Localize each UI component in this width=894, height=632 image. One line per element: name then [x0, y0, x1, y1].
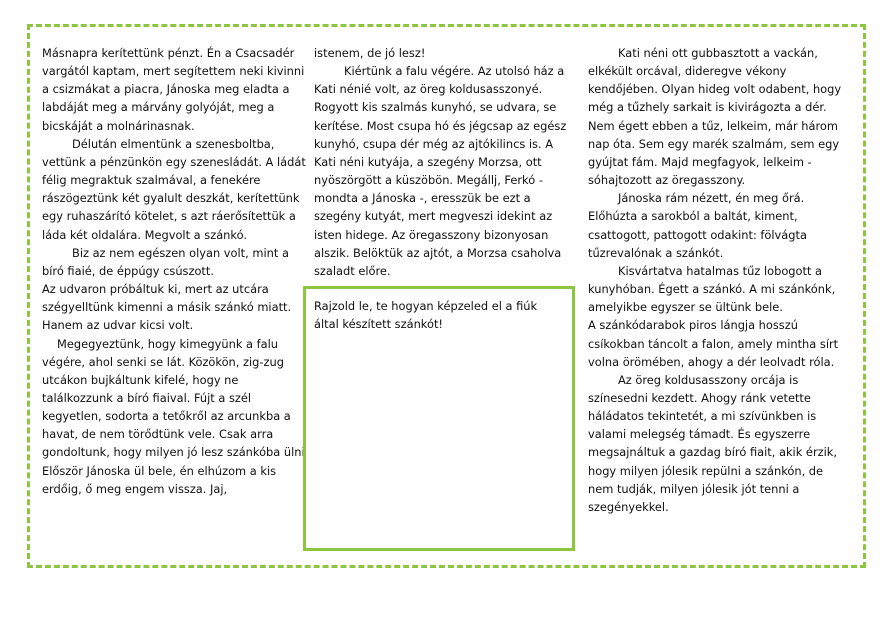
- paragraph: Kiértünk a falu végére. Az utolsó ház a Kati nénié volt, az öreg koldusasszonyé. Rogyott kis szalmás kunyhó, se udvara, se kerítése. Most csupa hó és jégcsap az egész kunyhó, csupa dér még az ajtókilincs is. A Kati néni kutyája, a szegény Morzsa, ott nyöszörgött a küszöbön. Megállj, Ferkó - mondta a Jánoska -, eresszük be ezt a szegény kutyát, mert megveszi idekint az isten hidege. Az öregasszony bizonyosan alszik. Belöktük az ajtót, a Morzsa csaholva szaladt előre.: [314, 64, 567, 278]
- paragraph: Kati néni ott gubbasztott a vackán, elkékült orcával, dideregve vékony kendőjében. Olyan hideg volt odabent, hogy még a tűzhely sarkait is kivirágozta a dér. Nem égett ebben a tűz, lelkeim, már három nap óta. Sem egy marék szalmám, sem egy gyújtat fám. Majd megfagyok, lelkeim - sóhajtozott az öregasszony.: [588, 46, 842, 188]
- drawing-task-instruction: Rajzold le, te hogyan képzeled el a fiúk által készített szánkót!: [314, 299, 538, 332]
- paragraph: Délután elmentünk a szenesboltba, vettünk a pénzünkön egy szenesládát. A ládát félig megraktuk szalmával, a fenekére rászögeztünk két gyalult deszkát, kerítettünk egy ruhaszárító kötelet, s azt ráerősítettük a láda két oldalára. Megvolt a szánkó.: [42, 136, 306, 242]
- text-column-middle: [314, 44, 576, 280]
- drawing-task-box[interactable]: [303, 286, 575, 551]
- text-column-left: [42, 44, 307, 498]
- paragraph: istenem, de jó lesz!: [314, 46, 426, 60]
- paragraph: Megegyeztünk, hogy kimegyünk a falu végére, ahol senki se lát. Közökön, zig-zug utcákon bujkáltunk kifelé, hogy ne találkozzunk a bíró fiaival. Fújt a szél kegyetlen, sodorta a tetőkről az arcunkba a havat, de nem törődtünk vele. Csak arra gondoltunk, hogy milyen jó lesz szánkóba ülni Először Jánoska ül bele, én elhúzom a kis erdőig, ő meg engem vissza. Jaj,: [42, 336, 305, 496]
- paragraph: Kisvártatva hatalmas tűz lobogott a kunyhóban. Égett a szánkó. A mi szánkónk, amelyikbe egyszer se ültünk bele.: [588, 263, 836, 315]
- paragraph: Biz az nem egészen olyan volt, mint a bíró fiaié, de éppúgy csúszott.: [42, 245, 289, 278]
- paragraph: Jánoska rám nézett, én meg őrá. Előhúzta a sarokból a baltát, kiment, csattogott, pattogott odakint: fölvágta tűzrevalónak a szánkót.: [588, 191, 807, 260]
- paragraph: Az udvaron próbáltuk ki, mert az utcára szégyelltünk kimenni a másik szánkó miatt. Hanem az udvar kicsi volt.: [42, 282, 292, 333]
- paragraph: A szánkódarabok piros lángja hosszú csíkokban táncolt a falon, amely mintha sírt volna örömében, ahogy a dér leolvadt róla.: [588, 318, 839, 369]
- paragraph: Az öreg koldusasszony orcája is színesedni kezdett. Ahogy ránk vetette háládatos tekintetét, a mi szívünkben is valami melegség támadt. És egyszerre megsajnáltuk a gazdag bíró fiait, akik érzik, hogy milyen jólesik repülni a szánkón, de nem tudják, milyen jólesik jót tenni a szegényekkel.: [588, 372, 837, 514]
- paragraph: Másnapra kerítettünk pénzt. Én a Csacsadér vargától kaptam, mert segítettem neki kivinni a csizmákat a piacra, Jánoska meg eladta a labdáját meg a márvány golyóját, meg a bicskáját a molnárinasnak.: [42, 46, 305, 133]
- text-column-right: [588, 44, 846, 516]
